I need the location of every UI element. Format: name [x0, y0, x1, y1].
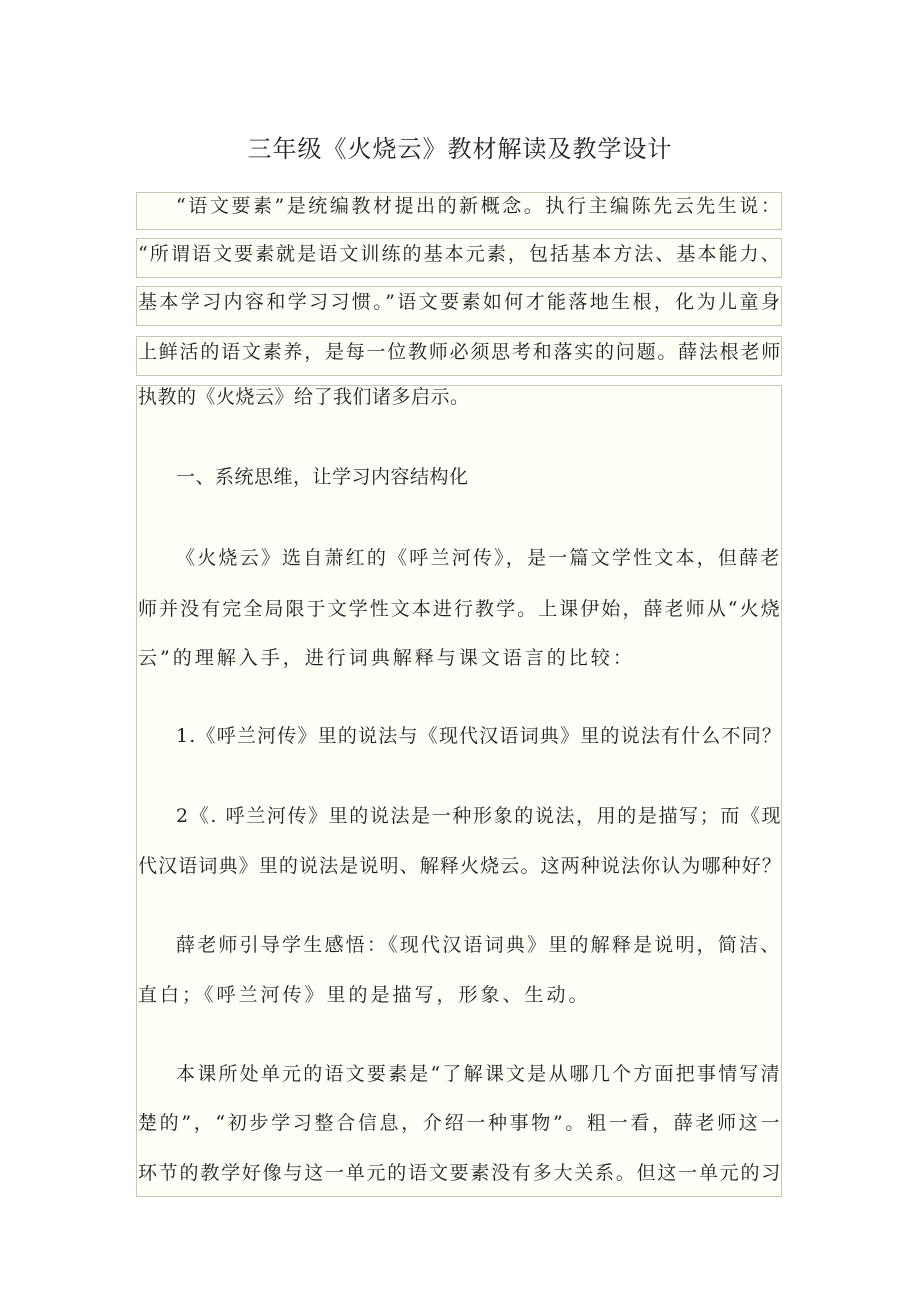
document-title: 三年级《火烧云》教材解读及教学设计 — [247, 135, 673, 163]
paragraph-line: 师并没有完全局限于文学性文本进行教学。上课伊始，薛老师从“火烧 — [138, 598, 782, 620]
question-line: 1.《呼兰河传》里的说法与《现代汉语词典》里的说法有什么不同？ — [176, 725, 783, 747]
paragraph-line: 云”的理解入手，进行词典解释与课文语言的比较： — [138, 647, 635, 669]
paragraph-line: 上鲜活的语文素养，是每一位教师必须思考和落实的问题。薛法根老师 — [138, 341, 783, 363]
paragraph-line: 直白；《呼兰河传》里的是描写，形象、生动。 — [138, 984, 591, 1006]
paragraph-line: “所谓语文要素就是语文训练的基本元素，包括基本方法、基本能力、 — [138, 243, 782, 265]
question-line: 代汉语词典》里的说法是说明、解释火烧云。这两种说法你认为哪种好？ — [138, 855, 783, 877]
paragraph-line: “语文要素”是统编教材提出的新概念。执行主编陈先云先生说： — [176, 195, 783, 217]
paragraph-line: 环节的教学好像与这一单元的语文要素没有多大关系。但这一单元的习 — [138, 1162, 783, 1184]
question-line: 2《. 呼兰河传》里的说法是一种形象的说法，用的是描写；而《现 — [176, 805, 783, 827]
paragraph-line: 薛老师引导学生感悟：《现代汉语词典》里的解释是说明，简洁、 — [176, 934, 782, 956]
paragraph-line: 楚的”，“初步学习整合信息，介绍一种事物”。粗一看，薛老师这一 — [138, 1112, 783, 1134]
paragraph-line: 基本学习内容和学习习惯。”语文要素如何才能落地生根，化为儿童身 — [138, 291, 783, 313]
paragraph-line: 执教的《火烧云》给了我们诸多启示。 — [138, 386, 470, 408]
paragraph-line: 《火烧云》选自萧红的《呼兰河传》，是一篇文学性文本，但薛老 — [176, 547, 782, 569]
section-heading: 一、系统思维，让学习内容结构化 — [176, 466, 469, 488]
paragraph-line: 本课所处单元的语文要素是“了解课文是从哪几个方面把事情写清 — [176, 1063, 782, 1085]
